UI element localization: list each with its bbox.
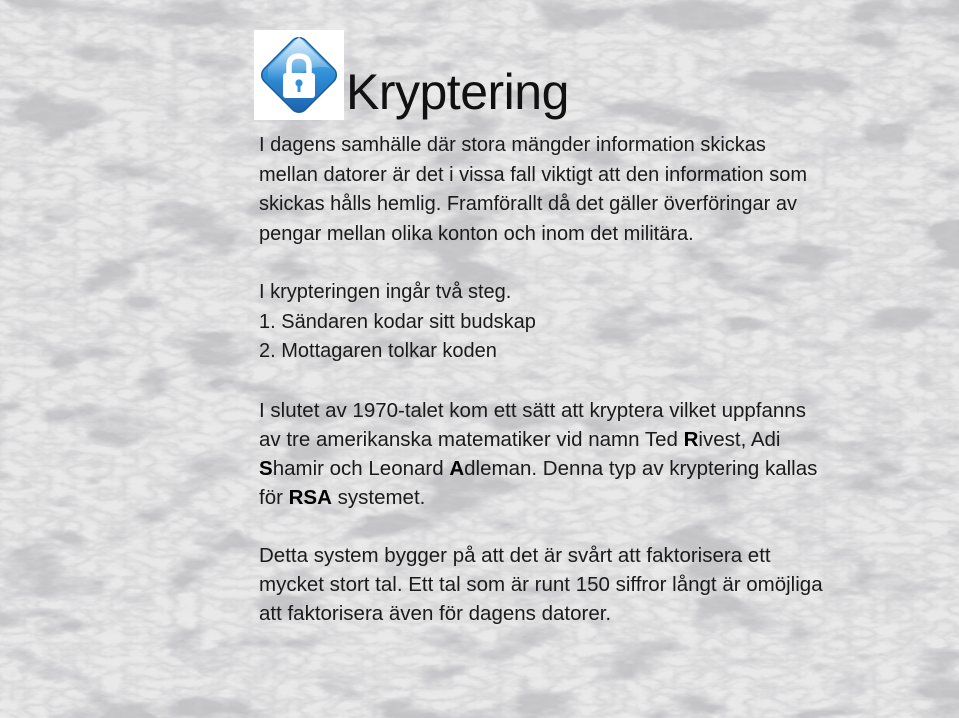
padlock-icon	[254, 30, 344, 120]
rivest-initial: R	[683, 427, 699, 451]
spacer	[259, 367, 949, 396]
intro-line: pengar mellan olika konton och inom det militära.	[259, 222, 694, 245]
rsa-line	[259, 425, 949, 454]
rsa-text: dleman. Denna typ av kryptering kallas	[464, 456, 818, 480]
rsa-acronym: RSA	[288, 485, 332, 509]
shamir-initial: S	[259, 456, 273, 480]
step-item: 1. Sändaren kodar sitt budskap	[259, 310, 536, 333]
rsa-line: I slutet av 1970-talet kom ett sätt att kryptera vilket uppfanns	[259, 398, 806, 422]
slide-body	[259, 131, 949, 628]
factor-line: att faktorisera även för dagens datorer.	[259, 601, 612, 625]
intro-paragraph	[259, 131, 949, 249]
steps-heading: I krypteringen ingår två steg.	[259, 281, 512, 303]
steps-section	[259, 278, 949, 367]
factor-line: Detta system bygger på att det är svårt att faktorisera ett	[259, 543, 771, 567]
rsa-line	[259, 454, 949, 483]
intro-line: I dagens samhälle där stora mängder information skickas	[259, 134, 766, 156]
factor-line: mycket stort tal. Ett tal som är runt 150 siffror långt är omöjliga	[259, 572, 823, 596]
rsa-text: hamir och Leonard	[272, 456, 450, 480]
rsa-line	[259, 483, 949, 512]
rsa-text: för	[259, 485, 289, 509]
adleman-initial: A	[449, 456, 465, 480]
rsa-text: systemet.	[331, 485, 426, 509]
slide-title: Kryptering	[346, 64, 569, 120]
step-item: 2. Mottagaren tolkar koden	[259, 340, 497, 362]
spacer	[259, 512, 949, 541]
rsa-text: av tre amerikanska matematiker vid namn Ted	[259, 427, 684, 451]
rsa-text: ivest, Adi	[698, 427, 781, 451]
rsa-paragraph	[259, 396, 949, 512]
spacer	[259, 249, 949, 278]
factor-paragraph	[259, 541, 949, 628]
intro-line: skickas hålls hemlig. Framförallt då det gäller överföringar av	[259, 193, 797, 215]
intro-line: mellan datorer är det i vissa fall viktigt att den information som	[259, 163, 808, 186]
